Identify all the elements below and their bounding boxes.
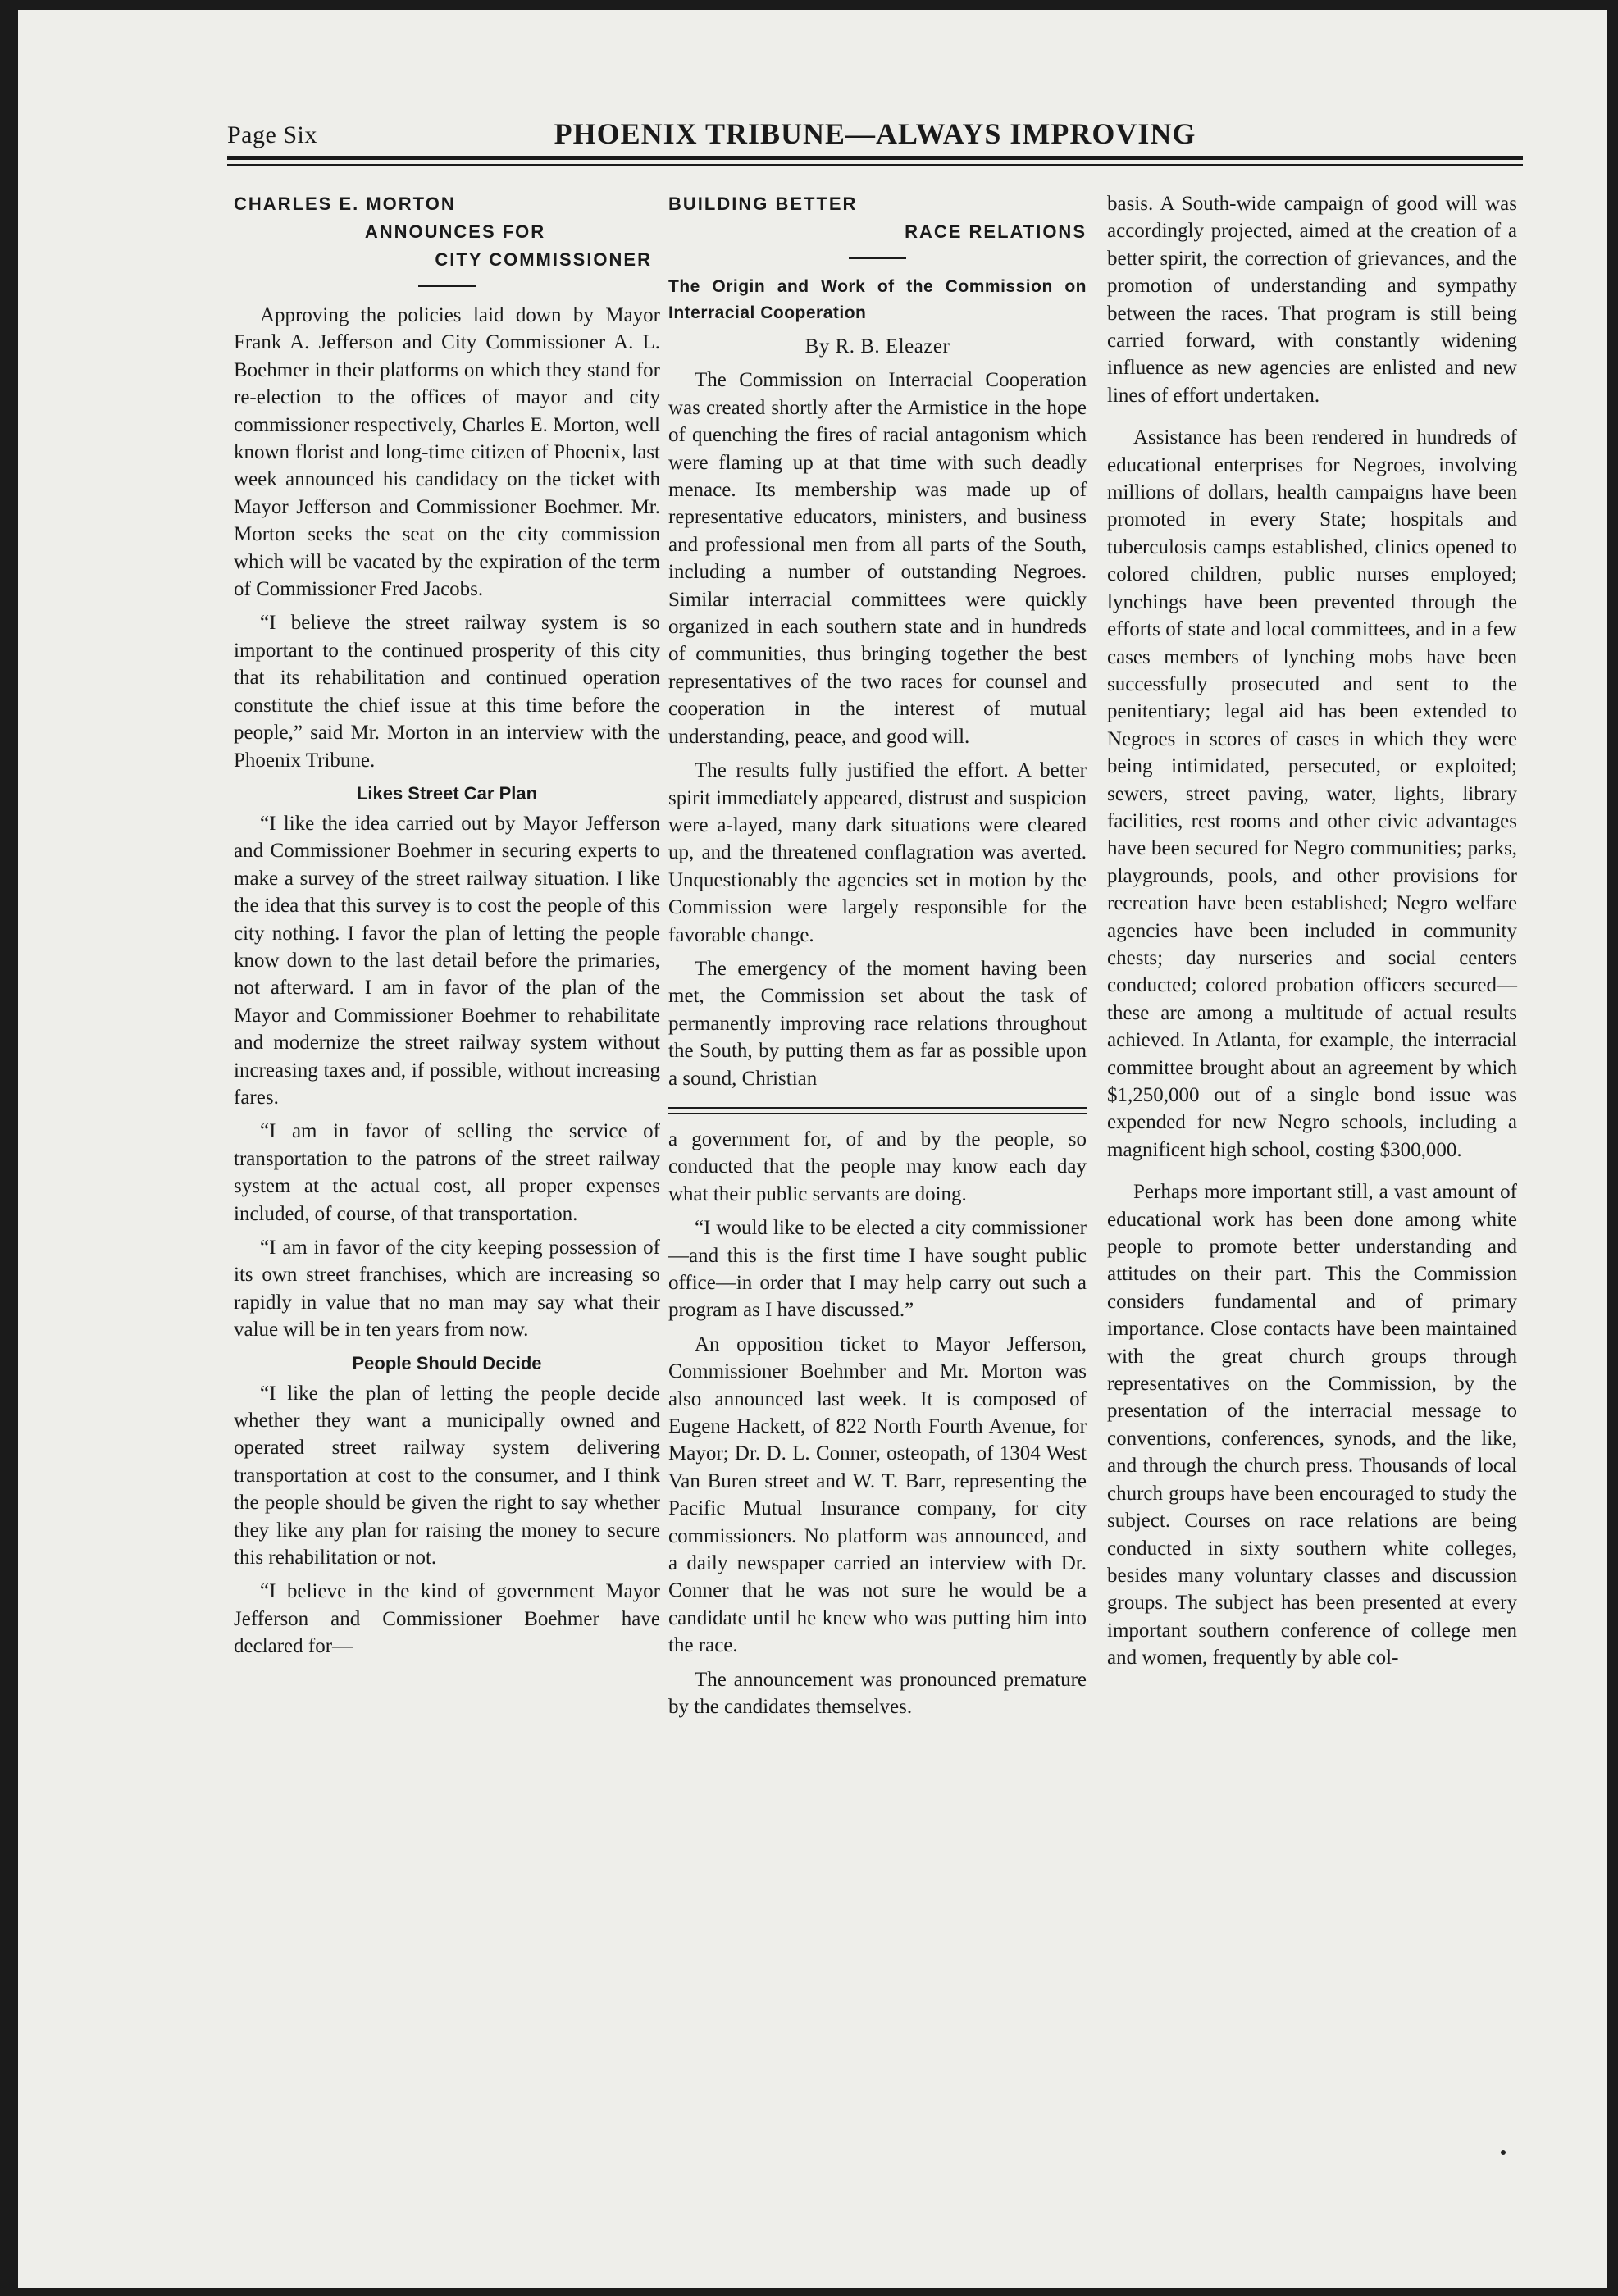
- morton-continuation-paragraph: An opposition ticket to Mayor Jefferson, Commissioner Boehmber and Mr. Morton was also announced last week. It is composed of Eugene Hackett, of 822 North Fourth Avenue, for Mayor; Dr. D. L. Conner, osteopath, of 1304 West Van Buren street and W. T. Barr, representing the Pacific Mutual Insurance company, for city commissioners. No platform was announced, and a daily newspaper carried an interview with Dr. Conner that he was not sure he would be a candidate until he knew who was putting him into the race.: [668, 1332, 1087, 1657]
- column-divider-double-rule: [668, 1107, 1087, 1114]
- morton-paragraph: “I like the idea carried out by Mayor Jefferson and Commissioner Boehmer in securing experts to make a survey of the street railway situation. I like the idea that this survey is to cost the people of this city nothing. I favor the plan of letting the people know down to the last detail before the primaries, not afterward. I am in favor of the plan of the Mayor and Commissioner Boehmer to rehabilitate and modernize the street railway system without increasing taxes and, if possible, without increasing fares.: [234, 812, 660, 1109]
- subhead-likes-street-car-plan: Likes Street Car Plan: [356, 782, 538, 804]
- race-relations-paragraph: The Commission on Interracial Cooperation was created shortly after the Armistice in the hope of quenching the fires of racial antagonism which were flaming up at that time with such deadly menace. Its membership was made up of representative educators, ministers, and business and professional men from all parts of the South, including a number of outstanding Negroes. Similar interracial committees were quickly organized in each southern state and in hundreds of communities, thus bringing together the best representatives of the two races for counsel and cooperation in the interest of mutual understanding, peace, and good will.: [668, 369, 1087, 748]
- morton-paragraph: “I am in favor of the city keeping possession of its own street franchises, which are increasing so rapidly in value that no man may say what their value will be in ten years from now.: [234, 1237, 660, 1342]
- masthead-rule-thin: [227, 164, 1523, 166]
- newspaper-title: PHOENIX TRIBUNE—ALWAYS IMPROVING: [554, 117, 1196, 150]
- race-relations-headline-line-2: RACE RELATIONS: [905, 221, 1087, 242]
- column-2: [668, 190, 1087, 1728]
- column-3: [1107, 190, 1517, 1679]
- race-relations-paragraph: The emergency of the moment having been met, the Commission set about the task of permanently improving race relations throughout the South, by putting them as far as possible upon a sound, Christian: [668, 957, 1087, 1090]
- morton-headline-line-2: ANNOUNCES FOR: [364, 221, 546, 242]
- morton-headline-line-1: CHARLES E. MORTON: [234, 194, 456, 214]
- article-deck: The Origin and Work of the Commission on Interracial Cooperation: [668, 277, 1087, 322]
- column-1: [234, 190, 660, 1667]
- page-number: Page Six: [227, 121, 317, 148]
- morton-headline-line-3: CITY COMMISSIONER: [435, 249, 652, 270]
- headline-divider: [849, 257, 906, 259]
- morton-paragraph: “I am in favor of selling the service of transportation to the patrons of the street railway system at the actual cost, all proper expenses included, of course, of that transportation.: [234, 1120, 660, 1225]
- headline-divider: [418, 285, 476, 287]
- morton-paragraph: Approving the policies laid down by Mayor Frank A. Jefferson and City Commissioner A. L. Boehmer in their platforms on which they stand for re-election to the offices of mayor and city commissioner respectively, Charles E. Morton, well known florist and long-time citizen of Phoenix, last week announced his candidacy on the ticket with Mayor Jefferson and Commissioner Boehmer. Mr. Morton seeks the seat on the city commission which will be vacated by the expiration of the term of Commissioner Fred Jacobs.: [234, 304, 660, 601]
- morton-paragraph: “I believe the street railway system is so important to the continued prosperity of this city that its rehabilitation and continued operation constitute the chief issue at this time before the people,” said Mr. Morton in an interview with the Phoenix Tribune.: [234, 612, 660, 772]
- race-relations-paragraph: Perhaps more important still, a vast amount of educational work has been done among white people to promote better understanding and attitudes on their part. This the Commission considers fundamental and of primary importance. Close contacts have been maintained with the great church groups through representatives on the Commission, by the presentation of the interracial message to conventions, conferences, synods, and the like, and through the church press. Thousands of local church groups have been encouraged to study the subject. Courses on race relations are being conducted in sixty southern white colleges, besides many voluntary classes and discussion groups. The subject has been presented at every important southern conference of college men and women, frequently by able col-: [1107, 1181, 1517, 1670]
- morton-continuation-paragraph: a government for, of and by the people, so conducted that the people may know each day what their public servants are doing.: [668, 1128, 1087, 1205]
- race-relations-paragraph: The results fully justified the effort. A better spirit immediately appeared, distrust and suspicion were a-layed, many dark situations were cleared up, and the threatened conflagration was averted. Unquestionably the agencies set in motion by the Commission were largely responsible for the favorable change.: [668, 759, 1087, 946]
- morton-continuation-paragraph: “I would like to be elected a city commissioner—and this is the first time I have sought public office—in order that I may help carry out such a program as I have discussed.”: [668, 1217, 1087, 1322]
- masthead-rule-thick: [227, 156, 1523, 160]
- subhead-people-should-decide: People Should Decide: [352, 1352, 542, 1374]
- morton-continuation-paragraph: The announcement was pronounced premature by the candidates themselves.: [668, 1668, 1087, 1719]
- morton-paragraph: “I believe in the kind of government Mayor Jefferson and Commissioner Boehmer have declared for—: [234, 1580, 660, 1658]
- race-relations-paragraph: Assistance has been rendered in hundreds of educational enterprises for Negroes, involving millions of dollars, health campaigns have been promoted in every State; hospitals and tuberculosis camps established, clinics opened to colored children, public nurses employed; lynchings have been prevented through the efforts of state and local committees, and in a few cases members of lynching mobs have been successfully prosecuted and sent to the penitentiary; legal aid has been extended to Negroes in scores of cases in which they were being intimidated, persecuted, or exploited; sewers, street paving, water, lights, library facilities, rest rooms and other civic advantages have been secured for Negro communities; parks, playgrounds, pools, and other provisions for recreation have been established; Negro welfare agencies have been included in community chests; day nurseries and social centers conducted; colored probation officers secured—these are among a multitude of actual results achieved. In Atlanta, for example, the interracial committee brought about an agreement by which $1,250,000 out of a single bond issue was expended for new Negro schools, including a magnificent high school, costing $300,000.: [1107, 426, 1517, 1161]
- print-speck: [1501, 2150, 1506, 2155]
- byline: By R. B. Eleazer: [804, 335, 950, 358]
- race-relations-headline-line-1: BUILDING BETTER: [668, 194, 858, 214]
- morton-paragraph: “I like the plan of letting the people decide whether they want a municipally owned and operated street railway system delivering transportation at cost to the consumer, and I think the people should be given the right to say whether they like any plan for raising the money to secure this rehabilitation or not.: [234, 1382, 660, 1569]
- newspaper-page: [18, 10, 1607, 2288]
- race-relations-paragraph: basis. A South-wide campaign of good will was accordingly projected, aimed at the creation of a better spirit, the correction of grievances, and the promotion of understanding and sympathy between the races. That program is still being carried forward, with constantly widening influence as new agencies are enlisted and new lines of effort undertaken.: [1107, 193, 1517, 407]
